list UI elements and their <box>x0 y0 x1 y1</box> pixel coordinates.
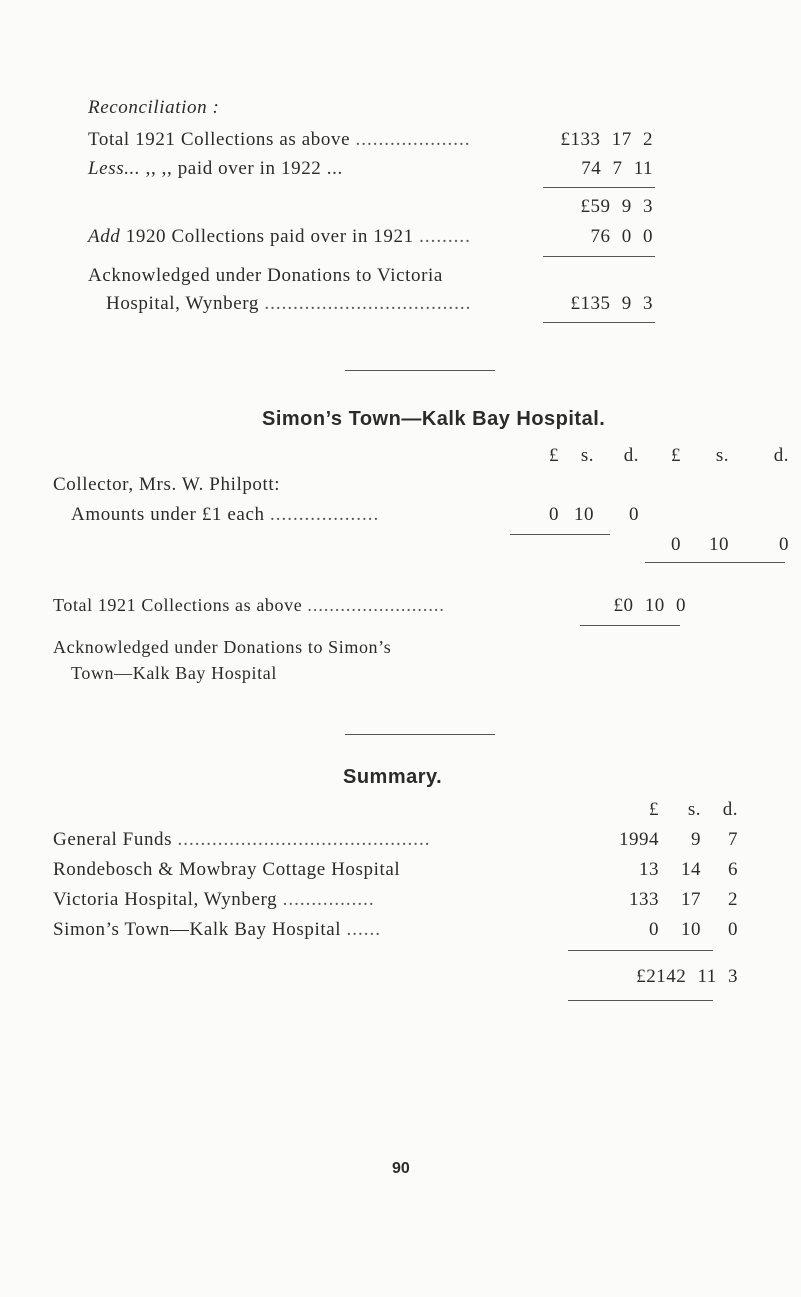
recon-rule-2 <box>543 256 655 257</box>
summary-row-shillings: 14 <box>681 859 701 880</box>
summary-row-simons <box>53 919 381 941</box>
summary-row-pounds: 0 <box>649 919 659 940</box>
summary-header-shillings: s. <box>687 799 701 820</box>
summary-total: £2142 11 3 <box>636 966 738 987</box>
summary-row-shillings: 10 <box>681 919 701 940</box>
summary-row-label: Rondebosch & Mowbray Cottage Hospital <box>53 859 401 880</box>
recon-total-dots: .................... <box>355 129 471 150</box>
recon-rule-1 <box>543 187 655 188</box>
recon-rule-3 <box>543 322 655 323</box>
simons-amounts-dots: ................... <box>269 504 380 525</box>
simons-rule-3 <box>580 625 680 626</box>
recon-add-label: 1920 Collections paid over in 1921 <box>120 226 414 247</box>
simons-ack-line2: Town—Kalk Bay Hospital <box>71 663 277 683</box>
recon-ack-line1: Acknowledged under Donations to Victoria <box>88 265 443 286</box>
summary-row-dots: ...... <box>346 919 381 940</box>
simons-col-pound-1: £ <box>549 445 559 466</box>
simons-amounts-label: Amounts under £1 each <box>71 504 265 525</box>
simons-amount-pounds: 0 <box>549 504 559 525</box>
summary-header-pounds: £ <box>649 799 659 820</box>
simons-col-pound-2: £ <box>671 445 681 466</box>
recon-add-dots: ......... <box>419 226 471 247</box>
section-divider-1 <box>345 370 495 371</box>
summary-row-pence: 0 <box>728 919 738 940</box>
recon-add-italic: Add <box>88 226 121 247</box>
summary-header-pence: d. <box>722 799 738 820</box>
simons-ack-line1: Acknowledged under Donations to Simon’s <box>53 637 392 657</box>
summary-row-shillings: 17 <box>681 889 701 910</box>
simons-amounts-row <box>71 504 379 526</box>
summary-row-pence: 2 <box>728 889 738 910</box>
summary-row-dots: ............................................ <box>177 829 431 850</box>
recon-row-total <box>88 129 470 151</box>
recon-total-label: Total 1921 Collections as above <box>88 129 351 150</box>
simons-subtotal-shillings: 10 <box>709 534 729 555</box>
simons-title: Simon’s Town—Kalk Bay Hospital. <box>262 408 606 430</box>
summary-row-pence: 7 <box>728 829 738 850</box>
simons-subtotal-pence: 0 <box>779 534 789 555</box>
simons-col-s-1: s. <box>580 445 594 466</box>
section-divider-2 <box>345 734 495 735</box>
simons-col-d-2: d. <box>773 445 789 466</box>
summary-row-label: Simon’s Town—Kalk Bay Hospital <box>53 919 342 940</box>
simons-rule-2 <box>645 562 785 563</box>
summary-row-pounds: 1994 <box>619 829 659 850</box>
summary-row-pounds: 13 <box>639 859 659 880</box>
reconciliation-title: Reconciliation : <box>88 97 220 118</box>
simons-col-s-2: s. <box>715 445 729 466</box>
simons-subtotal-pounds: 0 <box>671 534 681 555</box>
summary-row-pence: 6 <box>728 859 738 880</box>
summary-rule-2 <box>568 1000 713 1001</box>
summary-row-victoria <box>53 889 375 911</box>
summary-row-label: Victoria Hospital, Wynberg <box>53 889 278 910</box>
summary-row-dots: ................ <box>282 889 375 910</box>
recon-row-less <box>88 158 343 180</box>
summary-rule-1 <box>568 950 713 951</box>
recon-less-label: ,, ,, paid over in 1922 ... <box>140 158 343 179</box>
page-number: 90 <box>392 1160 410 1177</box>
recon-ack-line2-wrap <box>106 293 471 315</box>
summary-row-label: General Funds <box>53 829 173 850</box>
recon-ack-dots: .................................... <box>264 293 472 314</box>
simons-col-d-1: d. <box>623 445 639 466</box>
simons-rule-1 <box>510 534 610 535</box>
simons-total-amount: £0 10 0 <box>613 595 686 616</box>
simons-collector: Collector, Mrs. W. Philpott: <box>53 474 281 495</box>
simons-amount-pence: 0 <box>629 504 639 525</box>
summary-title: Summary. <box>343 766 443 788</box>
recon-total-amount: £133 17 2 <box>560 129 653 150</box>
simons-amount-shillings: 10 <box>574 504 594 525</box>
simons-total-label: Total 1921 Collections as above <box>53 595 303 615</box>
simons-total-dots: ......................... <box>307 595 445 615</box>
summary-row-general <box>53 829 431 851</box>
simons-total-row <box>53 595 445 616</box>
summary-row-rondebosch <box>53 859 400 881</box>
summary-row-shillings: 9 <box>691 829 701 850</box>
recon-ack-line2: Hospital, Wynberg <box>106 293 259 314</box>
recon-subtotal: £59 9 3 <box>580 196 653 217</box>
recon-ack-amount: £135 9 3 <box>570 293 653 314</box>
recon-row-add <box>88 226 471 248</box>
summary-row-pounds: 133 <box>629 889 659 910</box>
recon-add-amount: 76 0 0 <box>590 226 653 247</box>
recon-less-italic: Less... <box>88 158 141 179</box>
recon-less-amount: 74 7 11 <box>581 158 653 179</box>
